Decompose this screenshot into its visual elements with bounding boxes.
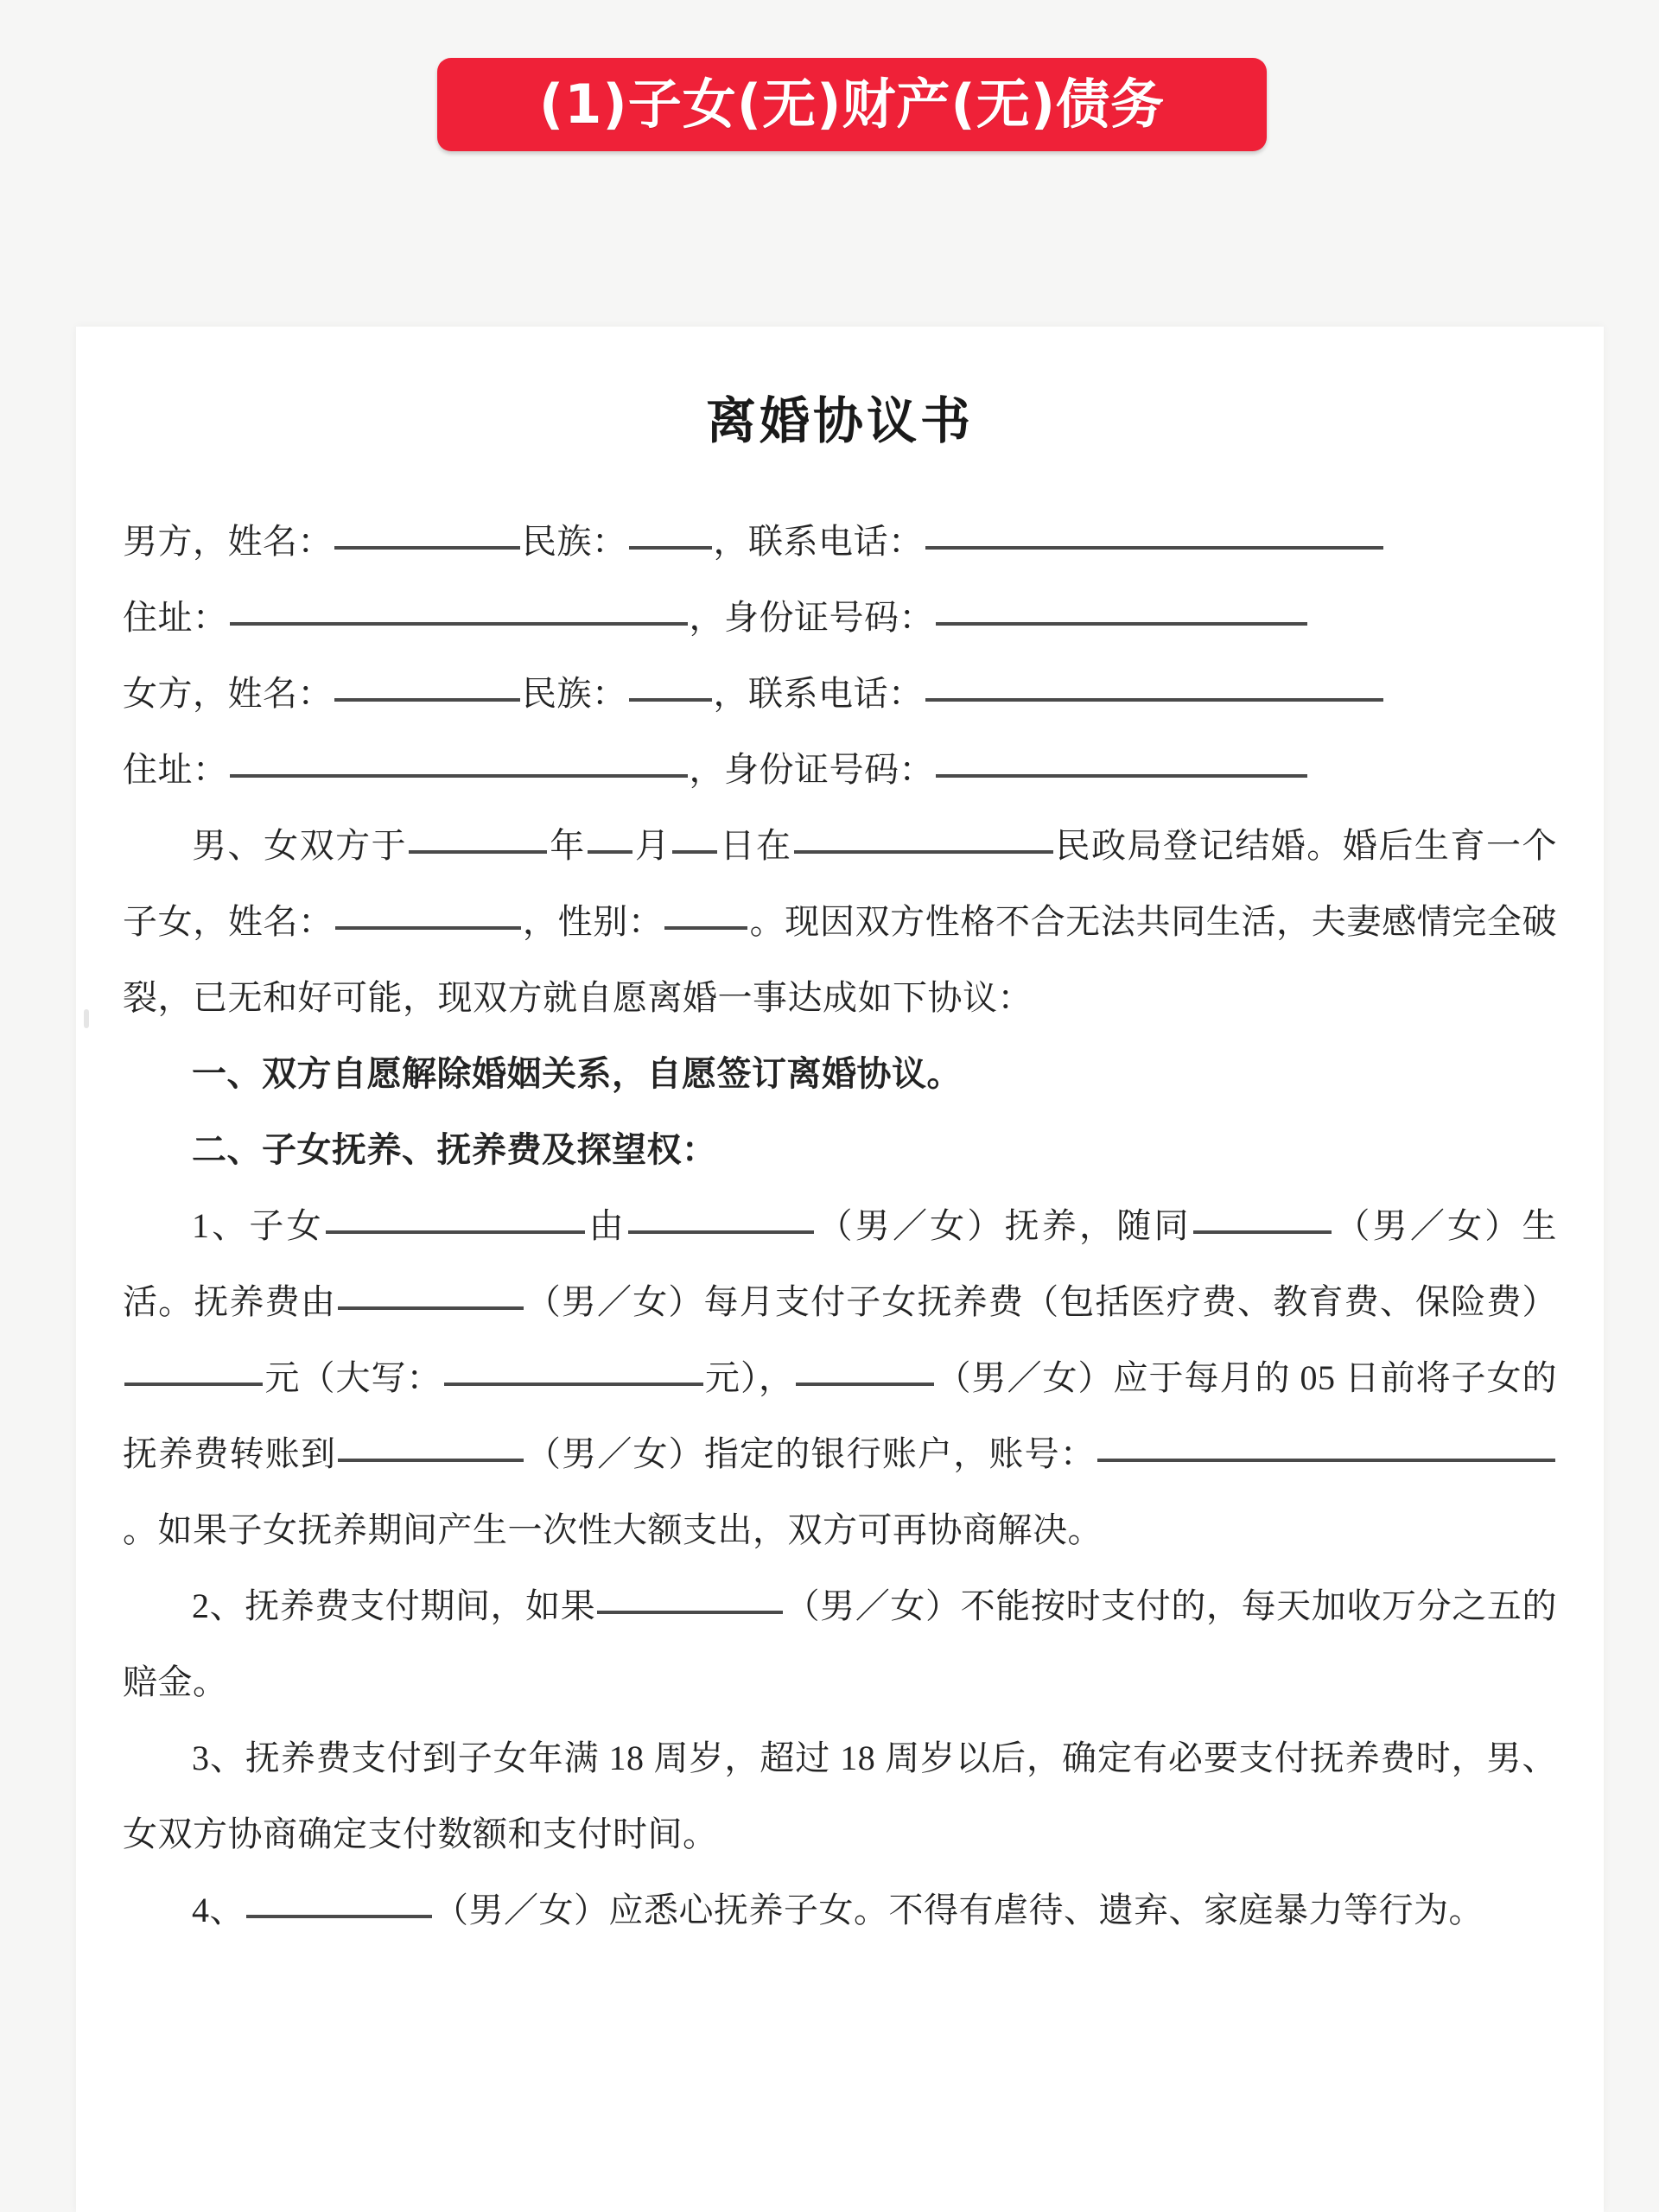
item-1-payee-blank[interactable] — [338, 1433, 524, 1462]
item-4-b: （男／女）应悉心抚养子女。不得有虐待、遗弃、家庭暴力等行为。 — [434, 1891, 1484, 1929]
scan-artifact — [84, 1009, 89, 1028]
item-1-number: 1 — [192, 1206, 210, 1245]
year-label: 年 — [549, 826, 586, 865]
section-2-item-3 — [123, 1720, 1557, 1872]
item-1-g: 元）， — [704, 1358, 794, 1397]
male-address-blank[interactable] — [230, 596, 688, 626]
document-title: 离婚协议书 — [705, 391, 974, 450]
item-1-payer2-blank[interactable] — [796, 1357, 934, 1386]
item-1-live-with-blank[interactable] — [1193, 1205, 1332, 1234]
section-2-heading: 二、子女抚养、抚养费及探望权： — [192, 1130, 717, 1169]
item-1-payer-blank[interactable] — [338, 1281, 524, 1310]
item-1-amount-words-blank[interactable] — [444, 1357, 703, 1386]
female-address-label: 住址： — [123, 750, 228, 789]
item-1-d: （男／女）生活。抚养费由 — [123, 1206, 1558, 1321]
party-female-line2 — [123, 732, 1557, 808]
female-address-blank[interactable] — [230, 748, 688, 778]
item-1-f: 元（大写： — [264, 1358, 442, 1397]
preamble-paragraph — [123, 808, 1557, 1036]
marriage-date-prefix: 男、女双方于 — [192, 826, 408, 865]
party-female-label: 女方，姓名： — [123, 674, 333, 713]
item-2-payer-blank[interactable] — [597, 1585, 783, 1614]
female-ethnicity-label: 民族： — [522, 674, 627, 713]
party-male-label: 男方，姓名： — [123, 522, 333, 561]
female-id-label: ，身份证号码： — [689, 750, 934, 789]
banner-area — [0, 0, 1659, 327]
female-name-blank[interactable] — [334, 672, 520, 702]
item-1-i: （男／女）指定的银行账户，账号： — [525, 1434, 1096, 1473]
day-label: 日在 — [719, 826, 792, 865]
preamble-tail: 。现因双方性格不合无法共同生活，夫妻感情完全破裂，已无和好可能，现双方就自愿离婚一事达成如下协议： — [123, 902, 1558, 1017]
item-2-a: 、抚养费支付期间，如果 — [209, 1586, 596, 1625]
male-ethnicity-label: 民族： — [522, 522, 627, 561]
registry-text: 民政局登记结婚。婚后生育一个子女，姓名： — [123, 826, 1558, 941]
item-4-number: 4 — [192, 1891, 210, 1929]
male-name-blank[interactable] — [334, 520, 520, 550]
female-id-blank[interactable] — [936, 748, 1307, 778]
party-male-line1 — [123, 504, 1557, 580]
item-4-a: 、 — [209, 1891, 245, 1929]
female-phone-blank[interactable] — [925, 672, 1383, 702]
section-2-item-4 — [123, 1872, 1557, 1948]
item-1-child-blank[interactable] — [326, 1205, 585, 1234]
marriage-day-blank[interactable] — [672, 824, 717, 854]
item-2-number: 2 — [192, 1586, 210, 1625]
category-banner-label: (1)子女(无)财产(无)债务 — [538, 73, 1166, 136]
section-2-item-1 — [123, 1188, 1557, 1568]
marriage-year-blank[interactable] — [409, 824, 547, 854]
month-label: 月 — [633, 826, 671, 865]
item-1-h: （男／女）应于每月的 05 日前将子女的抚养费转账到 — [123, 1358, 1557, 1473]
item-1-a: 、子女 — [209, 1206, 324, 1245]
party-female-line1 — [123, 656, 1557, 732]
female-ethnicity-blank[interactable] — [629, 672, 712, 702]
item-1-account-blank[interactable] — [1097, 1433, 1555, 1462]
section-1-heading: 一、双方自愿解除婚姻关系，自愿签订离婚协议。 — [192, 1054, 962, 1093]
male-ethnicity-blank[interactable] — [629, 520, 712, 550]
registry-office-blank[interactable] — [794, 824, 1053, 854]
document-body — [123, 504, 1557, 1948]
male-id-blank[interactable] — [936, 596, 1307, 626]
marriage-month-blank[interactable] — [588, 824, 632, 854]
item-1-j: 。如果子女抚养期间产生一次性大额支出，双方可再协商解决。 — [123, 1510, 1103, 1549]
item-3-a: 、抚养费支付到子女年满 18 周岁，超过 18 周岁以后，确定有必要支付抚养费时，男、女双方协商确定支付数额和支付时间。 — [123, 1738, 1557, 1853]
child-gender-blank[interactable] — [664, 900, 747, 930]
male-id-label: ，身份证号码： — [689, 598, 934, 637]
document-card — [76, 327, 1604, 2212]
category-banner — [437, 58, 1267, 151]
item-3-number: 3 — [192, 1738, 210, 1777]
item-2-b: （男／女）不能按时支付的，每天加收万分之五的赔金。 — [123, 1586, 1558, 1701]
child-name-blank[interactable] — [335, 900, 521, 930]
section-2-item-2 — [123, 1568, 1557, 1720]
item-1-amount-blank[interactable] — [124, 1357, 263, 1386]
female-phone-label: ，联系电话： — [713, 674, 924, 713]
child-gender-label: ，性别： — [522, 902, 664, 941]
male-phone-label: ，联系电话： — [713, 522, 924, 561]
item-4-caregiver-blank[interactable] — [246, 1889, 432, 1918]
male-address-label: 住址： — [123, 598, 228, 637]
item-1-e: （男／女）每月支付子女抚养费（包括医疗费、教育费、保险费） — [525, 1282, 1558, 1321]
party-male-line2 — [123, 580, 1557, 656]
item-1-b: 由 — [586, 1206, 626, 1245]
item-1-c: （男／女）抚养，随同 — [815, 1206, 1192, 1245]
item-1-custodian-blank[interactable] — [628, 1205, 814, 1234]
male-phone-blank[interactable] — [925, 520, 1383, 550]
